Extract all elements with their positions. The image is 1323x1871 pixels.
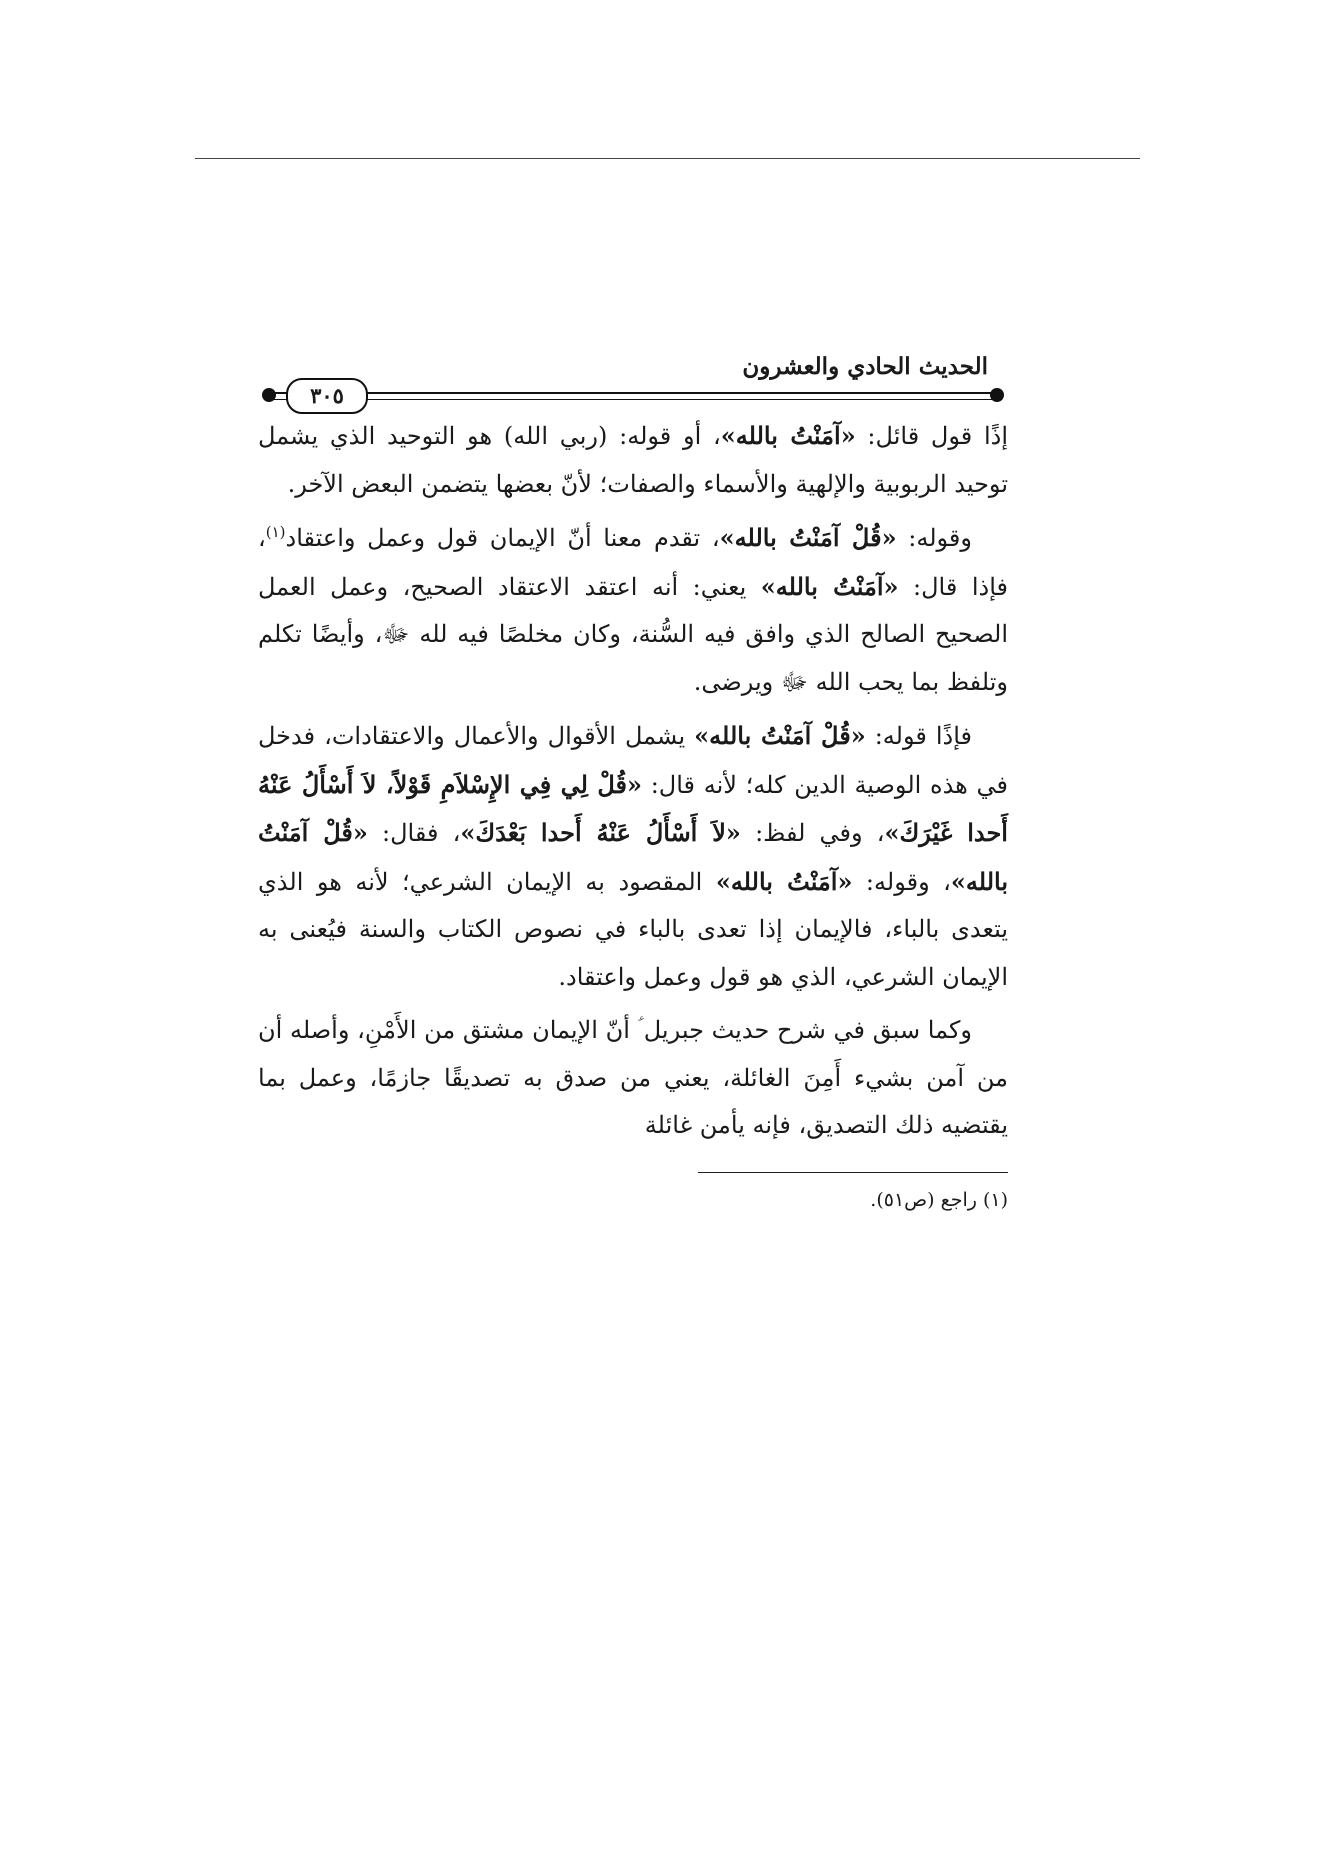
paragraph-text: وكما سبق في شرح حديث جبريل ؑ أنّ الإيمان مشتق من الأَمْنِ، وأصله أن من آمن بشيء أَمِنَ الغائلة، يعني من صدق به تصديقًا جازمًا، وعمل بما يقتضيه ذلك التصديق، فإنه يأمن غائلة — [258, 1016, 1008, 1139]
chapter-title: الحديث الحادي والعشرون — [742, 353, 988, 380]
paragraph-text: وقوله: — [896, 524, 972, 552]
hadith-quote: «آمَنْتُ بالله» — [760, 571, 899, 601]
header-double-rule — [274, 392, 992, 400]
paragraph — [258, 712, 1008, 1001]
paragraph — [258, 514, 1008, 706]
header-ornament-dot-right — [990, 388, 1004, 402]
hadith-quote: «آمَنْتُ بالله» — [720, 421, 856, 450]
footnote: (١) راجع (ص٥١). — [870, 1188, 1008, 1211]
paragraph-text: فإذًا قوله: — [865, 722, 972, 750]
paragraph-text: يشمل الأقوال والأعمال والاعتقادات، فدخل في هذه الوصية الدين كله؛ لأنه قال: — [258, 722, 1009, 799]
paragraph-text: ، فإذا قال: — [258, 524, 1008, 601]
hadith-quote: «آمَنْتُ بالله» — [715, 866, 853, 896]
top-border-rule — [195, 158, 1140, 159]
page — [258, 352, 1008, 1217]
paragraph-text: ، فقال: — [367, 819, 461, 847]
body-text — [258, 412, 1008, 1150]
hadith-quote: «لاَ أَسْأَلُ عَنْهُ أَحدا بَعْدَكَ» — [460, 818, 741, 847]
footnote-separator — [698, 1172, 1008, 1173]
footnote-ref: (١) — [265, 523, 286, 541]
paragraph-text: إذًا قول قائل: — [855, 422, 1008, 450]
paragraph — [258, 1007, 1008, 1150]
paragraph-text: المقصود به الإيمان الشرعي؛ لأنه هو الذي يتعدى بالباء، فالإيمان إذا تعدى بالباء في نصوص الكتاب والسنة فيُعنى به الإيمان الشرعي، الذي هو قول وعمل واعتقاد. — [258, 867, 1008, 991]
paragraph-text: ، وقوله: — [852, 867, 951, 896]
page-number: ٣٠٥ — [286, 378, 368, 414]
hadith-quote: «قُلْ آمَنْتُ بالله» — [694, 721, 866, 750]
page-header — [258, 352, 1008, 412]
footnotes — [258, 1183, 1008, 1217]
paragraph-text: ، أو قوله: (ربي الله) هو التوحيد الذي يشمل توحيد الربوبية والإلهية والأسماء والصفات؛ لأنّ بعضها يتضمن البعض الآخر. — [258, 422, 1008, 498]
paragraph-text: يعني: أنه اعتقد الاعتقاد الصحيح، وعمل العمل الصحيح الصالح الذي وافق فيه السُّنة، وكان مخلصًا فيه لله ﷻ، وأيضًا تكلم وتلفظ بما يحب الله ﷻ ويرضى. — [258, 572, 1008, 696]
paragraph-text: ، وفي لفظ: — [740, 819, 885, 847]
header-ornament-dot-left — [262, 388, 276, 402]
hadith-quote: «قُلْ لِي فِي الإِسْلاَمِ قَوْلاً، لاَ أَسْأَلُ عَنْهُ أَحدا غَيْرَكَ» — [258, 769, 1008, 847]
hadith-quote: «قُلْ آمَنْتُ بالله» — [258, 818, 1009, 896]
hadith-quote: «قُلْ آمَنْتُ بالله» — [719, 523, 897, 552]
paragraph — [258, 412, 1008, 508]
paragraph-text: ، تقدم معنا أنّ الإيمان قول وعمل واعتقاد — [285, 524, 720, 552]
